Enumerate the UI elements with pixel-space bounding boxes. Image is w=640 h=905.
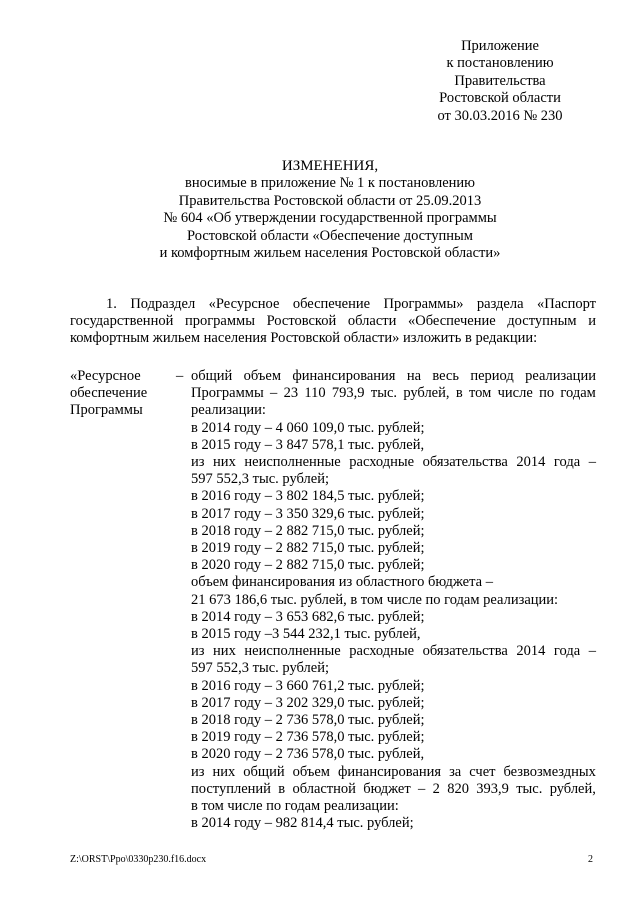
annex-line: Правительства	[454, 72, 546, 89]
funding-line: в 2018 году – 2 882 715,0 тыс. рублей;	[191, 522, 425, 539]
intro-line: 1. Подраздел «Ресурсное обеспечение Программы» раздела «Паспорт	[106, 296, 596, 312]
funding-line: 597 552,3 тыс. рублей;	[191, 660, 329, 677]
heading-line: и комфортным жильем населения Ростовской области»	[159, 245, 501, 262]
funding-line: в 2020 году – 2 736 578,0 тыс. рублей,	[191, 746, 425, 763]
label-line: обеспечение	[70, 385, 148, 402]
label-line: «Ресурсное	[70, 368, 141, 384]
funding-line: в 2015 году – 3 847 578,1 тыс. рублей,	[191, 436, 425, 453]
annex-line: Приложение	[461, 38, 539, 54]
funding-line: 21 673 186,6 тыс. рублей, в том числе по годам реализации:	[191, 591, 559, 608]
funding-line: в 2020 году – 2 882 715,0 тыс. рублей;	[191, 557, 425, 574]
funding-line: в 2014 году – 982 814,4 тыс. рублей;	[191, 815, 414, 832]
funding-line: в 2016 году – 3 660 761,2 тыс. рублей;	[191, 677, 425, 694]
intro-line: комфортным жильем населения Ростовской области» изложить в редакции:	[70, 330, 538, 347]
heading-line: Ростовской области «Обеспечение доступным	[187, 227, 473, 244]
label-dash: –	[176, 368, 184, 384]
funding-line: в 2016 году – 3 802 184,5 тыс. рублей;	[191, 488, 425, 505]
intro-paragraph	[70, 296, 596, 348]
funding-line: в 2019 году – 2 736 578,0 тыс. рублей;	[191, 729, 425, 746]
funding-line: в 2015 году –3 544 232,1 тыс. рублей,	[191, 626, 421, 643]
funding-line: в 2017 году – 3 350 329,6 тыс. рублей;	[191, 505, 425, 522]
funding-line: в 2017 году – 3 202 329,0 тыс. рублей;	[191, 694, 425, 711]
annex-line: Ростовской области	[439, 90, 561, 107]
page-number: 2	[588, 854, 593, 865]
intro-line: государственной программы Ростовской области «Обеспечение доступным и	[70, 313, 596, 330]
heading-line: вносимые в приложение № 1 к постановлению	[184, 175, 476, 192]
label-line: Программы	[70, 402, 143, 419]
annex-block	[400, 38, 600, 125]
funding-text	[191, 368, 596, 832]
funding-line: Программы – 23 110 793,9 тыс. рублей, в том числе по годам	[191, 385, 596, 402]
heading-line: № 604 «Об утверждении государственной программы	[163, 210, 497, 227]
funding-line: в том числе по годам реализации:	[191, 798, 399, 815]
resource-label	[70, 368, 180, 420]
funding-line: 597 552,3 тыс. рублей;	[191, 471, 329, 488]
document-title: ИЗМЕНЕНИЯ,	[281, 158, 379, 174]
funding-line: общий объем финансирования на весь период реализации	[191, 368, 596, 384]
heading-line: Правительства Ростовской области от 25.09.2013	[178, 192, 482, 209]
footer-file-path: Z:\ORST\Ppo\0330p230.f16.docx	[70, 854, 207, 865]
funding-line: из них общий объем финансирования за счет безвозмездных	[191, 763, 596, 780]
funding-line: объем финансирования из областного бюджета –	[191, 574, 493, 591]
funding-line: в 2014 году – 4 060 109,0 тыс. рублей;	[191, 419, 425, 436]
funding-line: в 2019 году – 2 882 715,0 тыс. рублей;	[191, 540, 425, 557]
annex-line: к постановлению	[446, 55, 554, 72]
document-heading	[80, 158, 580, 262]
funding-line: в 2018 году – 2 736 578,0 тыс. рублей;	[191, 712, 425, 729]
annex-line: от 30.03.2016 № 230	[437, 107, 563, 124]
funding-line: в 2014 году – 3 653 682,6 тыс. рублей;	[191, 608, 425, 625]
funding-line: поступлений в областной бюджет – 2 820 393,9 тыс. рублей,	[191, 780, 596, 797]
funding-line: из них неисполненные расходные обязательства 2014 года –	[191, 643, 596, 660]
funding-line: реализации:	[191, 402, 266, 419]
funding-line: из них неисполненные расходные обязательства 2014 года –	[191, 454, 596, 471]
